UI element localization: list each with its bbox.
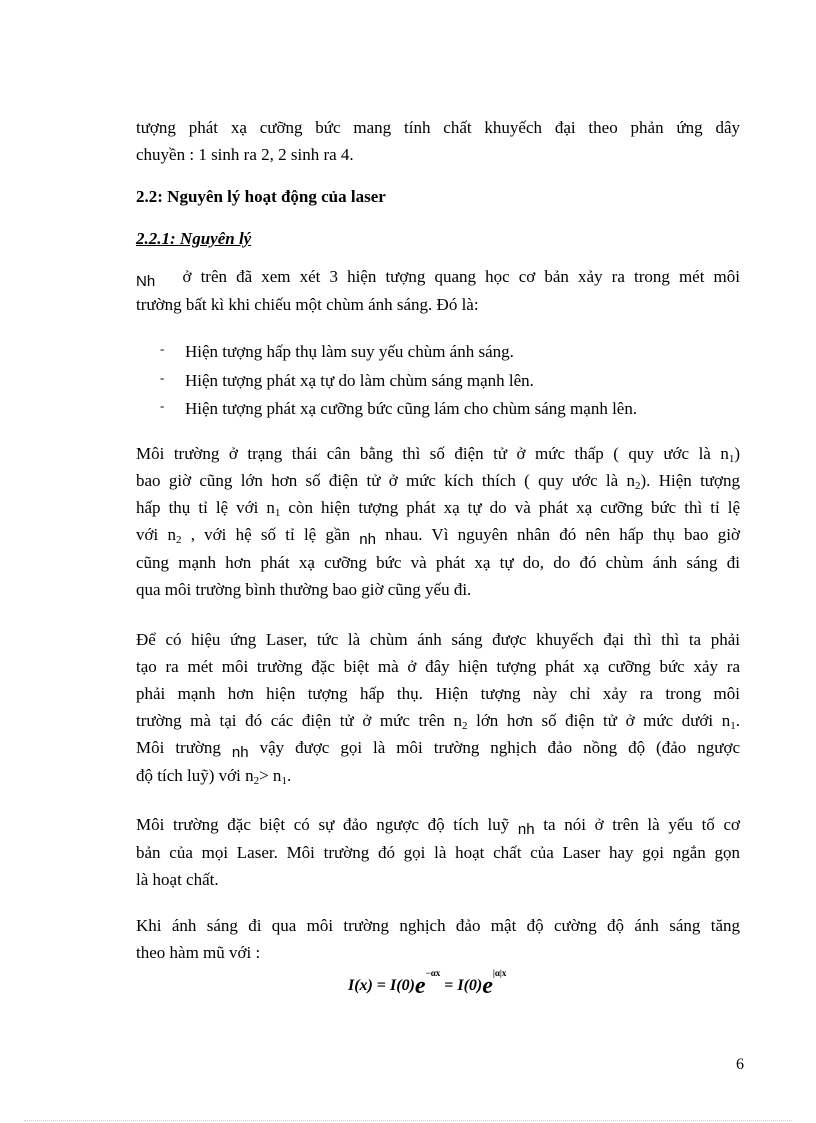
formula-rhs: I(0) [457, 977, 483, 994]
section-heading: 2.2: Nguyên lý hoạt động của laser [136, 187, 386, 206]
dash-bullet-icon: - [160, 341, 165, 356]
text-line: tượng phát xạ cưỡng bức mang tính chất khuyếch đại theo phản ứng dây [136, 118, 740, 137]
text-line [136, 762, 740, 789]
phenomena-list [160, 338, 637, 424]
text-fragment: ta nói ở trên là yếu tố cơ [543, 815, 741, 834]
text-line [136, 811, 740, 839]
text-line: là hoạt chất. [136, 870, 219, 889]
equilibrium-paragraph [136, 440, 740, 603]
fallback-glyph-text: Nh [136, 273, 156, 290]
text-line [136, 521, 740, 549]
text-line: bản của mọi Laser. Môi trường đó gọi là hoạt chất của Laser hay gọi ngắn gọn [136, 843, 740, 862]
exponential-paragraph [136, 912, 740, 966]
continuation-paragraph [136, 114, 740, 168]
subscript: 1 [730, 720, 736, 732]
laser-effect-paragraph [136, 626, 740, 789]
page-bottom-divider [24, 1120, 792, 1121]
page-number: 6 [736, 1056, 744, 1073]
formula-equals: = [372, 977, 391, 994]
dash-bullet-icon: - [160, 369, 165, 385]
text-fragment: với n [136, 525, 176, 544]
text-line: trường bất kì khi chiếu một chùm ánh sáng. Đó là: [136, 295, 479, 314]
text-fragment: trường mà tại đó các điện tử ở mức trên n [136, 711, 462, 730]
text-fragment: Môi trường đặc biệt có sự đảo ngược độ tích luỹ [136, 815, 510, 834]
text-fragment: nhau. Vì nguyên nhân đó nên hấp thụ bao giờ [385, 525, 741, 544]
text-line: Để có hiệu ứng Laser, tức là chùm ánh sáng được khuyếch đại thì thì ta phải [136, 630, 740, 649]
intensity-formula [348, 970, 506, 997]
formula-exponent: −αx [425, 968, 441, 978]
text-line [136, 707, 740, 734]
text-fragment: vậy được gọi là môi trường nghịch đảo nồng độ (đảo ngược [259, 738, 740, 757]
subscript: 2 [253, 775, 260, 787]
subsection-heading: 2.2.1: Nguyên lý [136, 229, 252, 248]
text-line: Khi ánh sáng đi qua môi trường nghịch đảo mật độ cường độ ánh sáng tăng [136, 916, 740, 935]
subscript: 1 [281, 775, 287, 787]
text-fragment: Môi trường [136, 738, 221, 757]
list-item [160, 395, 637, 424]
text-fragment: ) [734, 444, 740, 463]
dash-bullet-icon: - [160, 398, 165, 413]
intro-paragraph [136, 263, 740, 318]
subscript: 2 [462, 720, 468, 732]
text-line [136, 263, 740, 291]
text-line: cũng mạnh hơn phát xạ cưỡng bức và phát xạ tự do, do đó chùm ánh sáng đi [136, 553, 740, 572]
list-item [160, 367, 637, 396]
formula-middle: I(0) [390, 977, 415, 994]
text-line: tạo ra mét môi trường đặc biệt mà ở đây hiện tượng phát xạ cưỡng bức xảy ra [136, 657, 740, 676]
formula-lhs: I(x) [348, 977, 373, 994]
text-fragment: còn hiện tượng phát xạ tự do và phát xạ cưỡng bức thì tỉ lệ [280, 498, 740, 517]
list-item [160, 338, 637, 367]
subscript: 2 [175, 534, 182, 546]
formula-exp-base: e [414, 973, 426, 999]
fallback-glyph-text: nh [517, 821, 535, 838]
formula-equals: = [440, 977, 458, 994]
text-line [136, 440, 740, 467]
text-line [136, 734, 740, 762]
list-item-text: Hiện tượng phát xạ tự do làm chùm sáng mạnh lên. [185, 370, 534, 390]
active-medium-paragraph [136, 811, 740, 893]
text-fragment: hấp thụ tỉ lệ với n [136, 498, 275, 517]
text-fragment: . [286, 766, 292, 785]
text-line [136, 494, 740, 521]
text-fragment: Môi trường ở trạng thái cân bằng thì số điện tử ở mức thấp ( quy ước là n [136, 444, 729, 463]
text-fragment: ). Hiện tượng [640, 471, 740, 490]
text-fragment: . [735, 711, 740, 730]
text-fragment: bao giờ cũng lớn hơn số điện tử ở mức kích thích ( quy ước là n [136, 471, 636, 490]
list-item-text: Hiện tượng hấp thụ làm suy yếu chùm ánh sáng. [185, 342, 514, 361]
text-line: chuyền : 1 sinh ra 2, 2 sinh ra 4. [136, 145, 354, 164]
text-fragment: độ tích luỹ) với n [136, 766, 254, 785]
subscript: 1 [274, 507, 281, 519]
text-line: phải mạnh hơn hiện tượng hấp thụ. Hiện tượng này chỉ xảy ra trong môi [136, 684, 740, 703]
formula-exponent: |α|x [492, 968, 507, 978]
subscript: 1 [728, 453, 735, 465]
text-fragment: ở trên đã xem xét 3 hiện tượng quang học cơ bản xảy ra trong mét môi [182, 267, 740, 286]
formula-exp-base: e [482, 973, 493, 999]
text-fragment: lớn hơn số điện tử ở mức dưới n [467, 711, 731, 730]
text-fragment: , với hệ số tỉ lệ gần [181, 525, 351, 544]
text-line: theo hàm mũ với : [136, 943, 261, 962]
text-line [136, 467, 740, 494]
fallback-glyph-text: nh [231, 744, 249, 761]
fallback-glyph-text: nh [359, 531, 376, 548]
subscript: 2 [635, 480, 641, 492]
text-fragment: > n [259, 766, 282, 785]
text-line: qua môi trường bình thường bao giờ cũng yếu đi. [136, 580, 472, 599]
list-item-text: Hiện tượng phát xạ cưỡng bức cũng lám cho chùm sáng mạnh lên. [185, 399, 638, 418]
